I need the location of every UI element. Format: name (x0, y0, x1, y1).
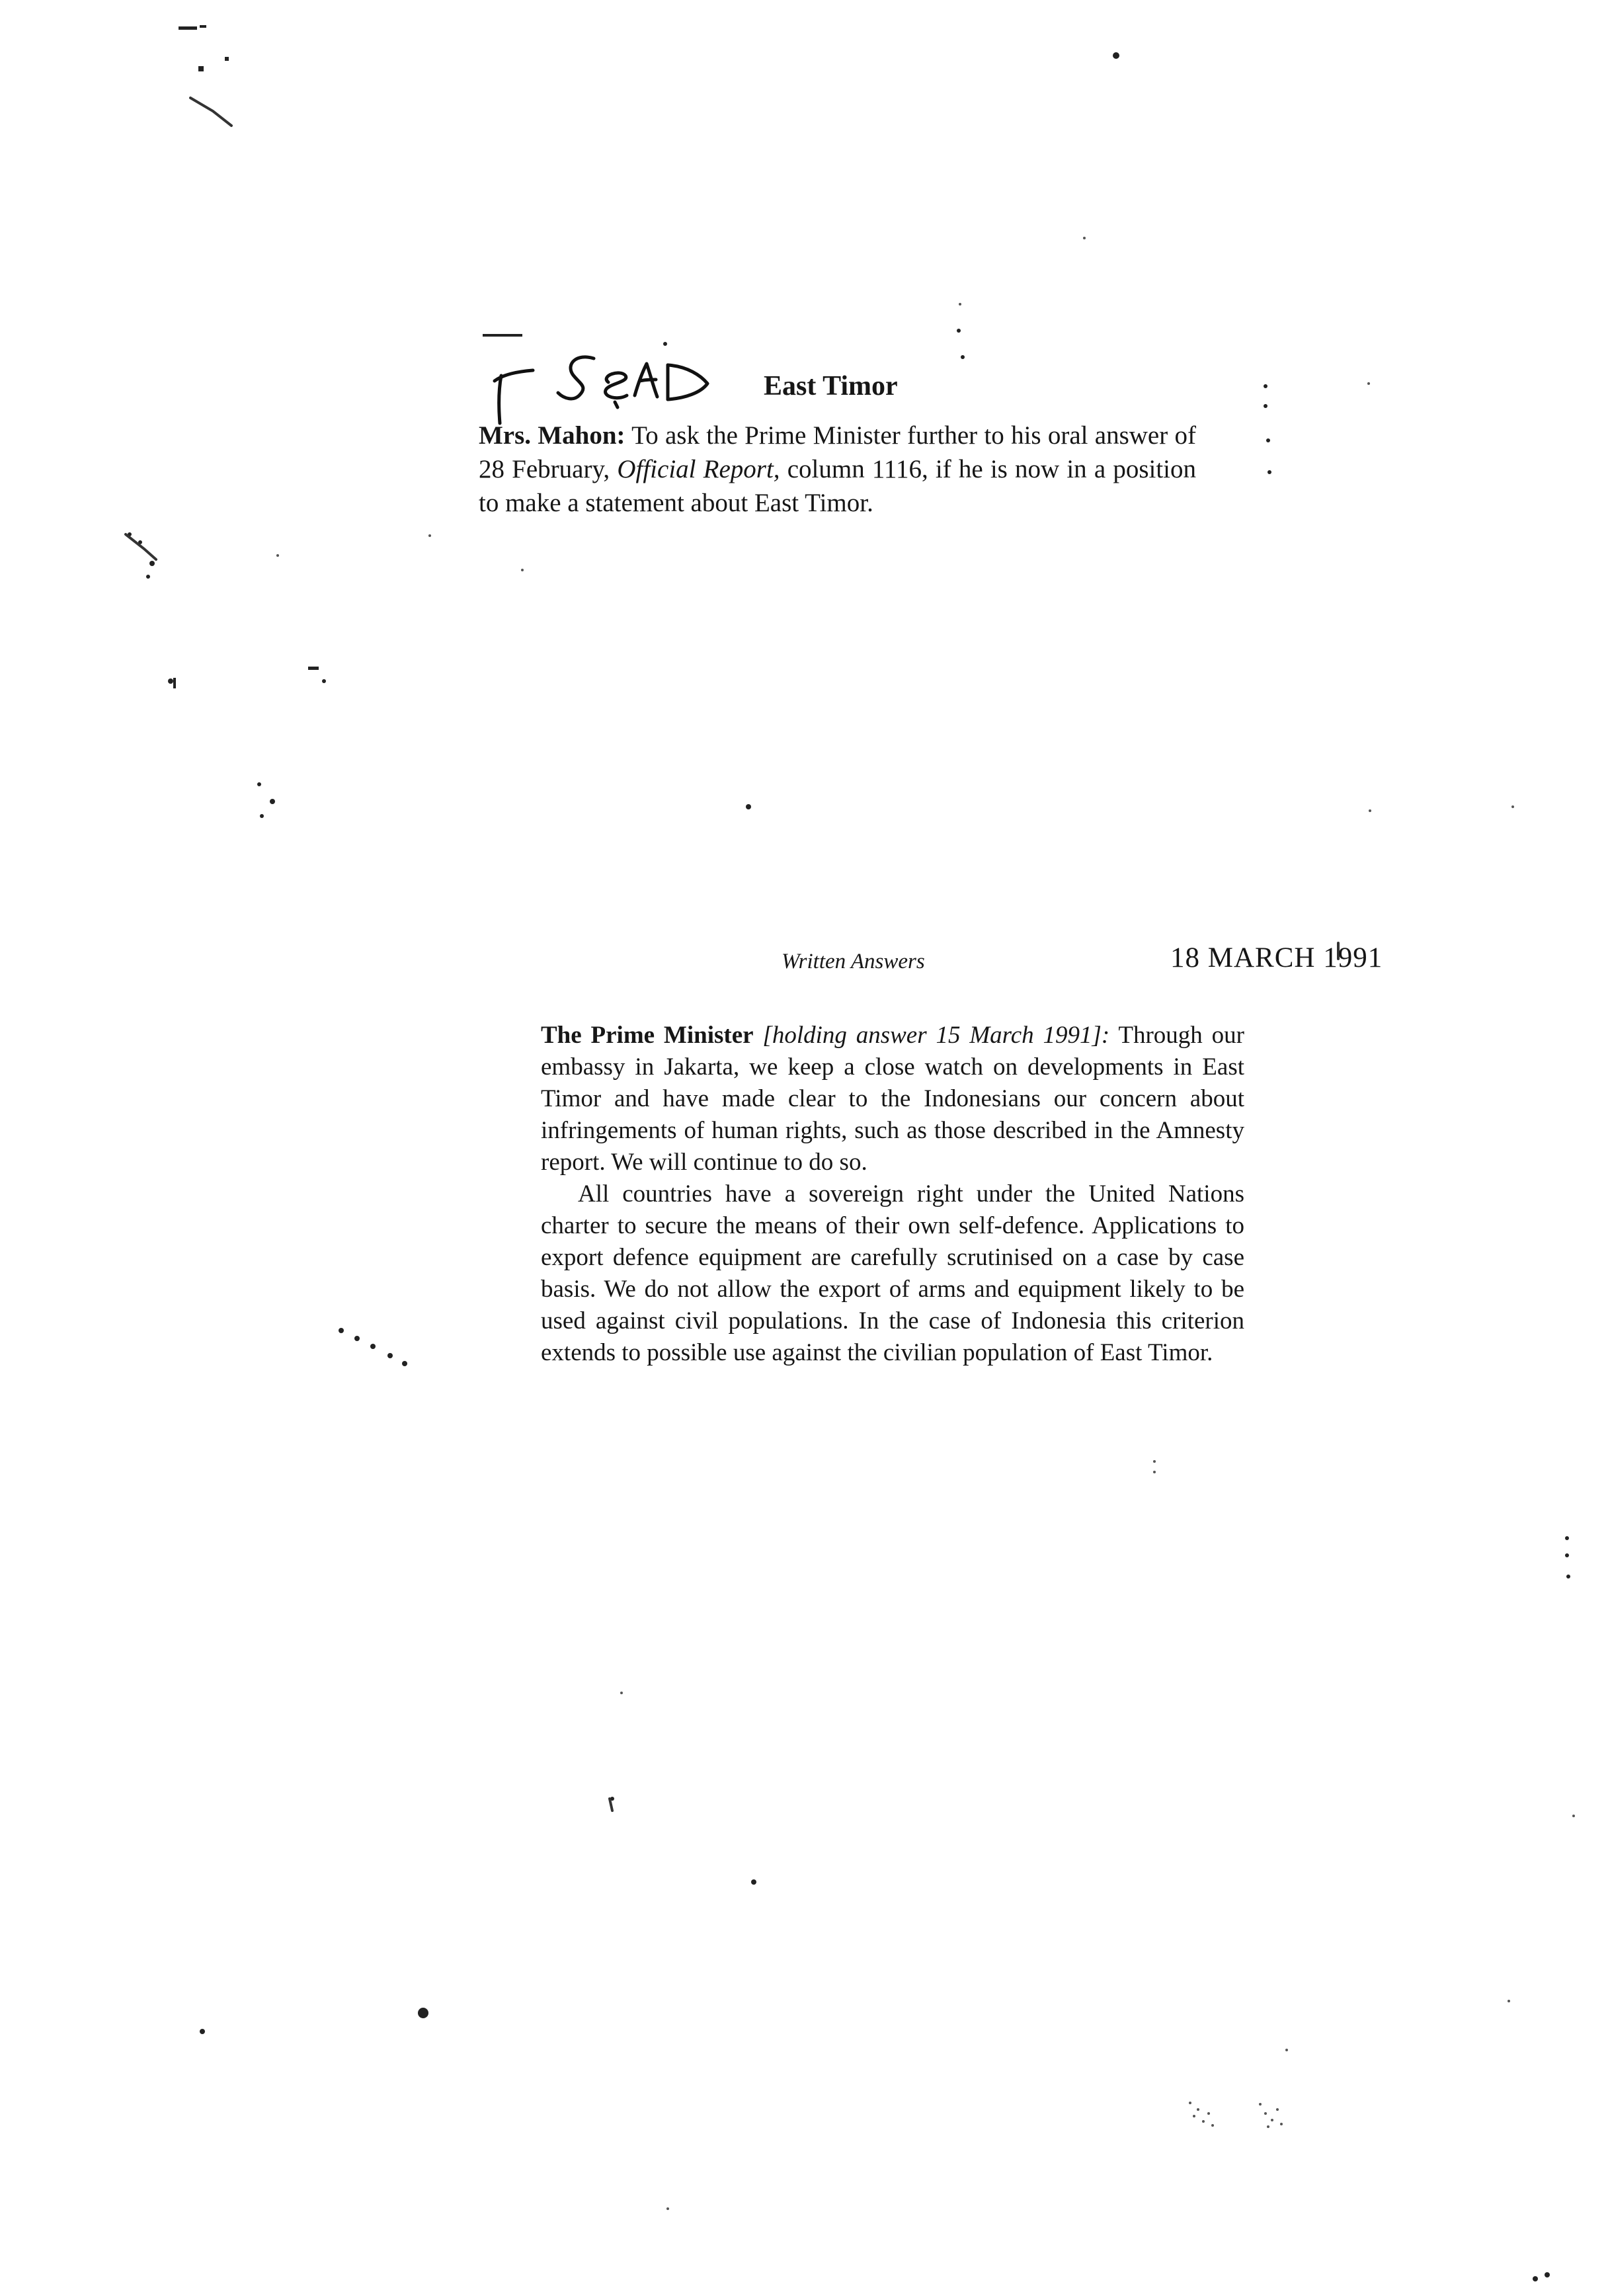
section-header: Written Answers (782, 950, 925, 973)
holding-answer-note: [holding answer 15 March 1991]: (762, 1022, 1110, 1049)
page-date: 18 MARCH 1991 (1170, 942, 1383, 973)
answer-paragraph-2: All countries have a sovereign right under the United Nations charter to secure the means of their own self-defence. Applications to export defence equipment are carefully scrutinised on a case by case basis. We do not allow the export of arms and equipment likely to be used against civil populations. In the case of Indonesia this criterion extends to possible use against the civilian population of East Timor. (541, 1180, 1244, 1366)
official-report-reference: Official Report, (617, 455, 780, 483)
answer-paragraph-1 (541, 1020, 1244, 1178)
answer-speaker: The Prime Minister (541, 1022, 754, 1049)
answer-paragraph-1-text: Through our embassy in Jakarta, we keep a close watch on developments in East Timor and have made clear to the Indonesians our concern about infringements of human rights, such as those described in the Amnesty report. We will continue to do so. (541, 1022, 1244, 1176)
handwritten-annotation (476, 349, 727, 429)
question-text-part2: column 1116, if he is now in a position to make a statement about East Timor. (479, 455, 1197, 517)
question-text-part1: To ask the Prime Minister further to his oral answer of 28 February, (479, 421, 1196, 483)
question-asker: Mrs. Mahon: (479, 421, 625, 450)
answer-text (541, 1020, 1244, 1369)
question-text (479, 419, 1196, 520)
question-title: East Timor (764, 371, 898, 401)
